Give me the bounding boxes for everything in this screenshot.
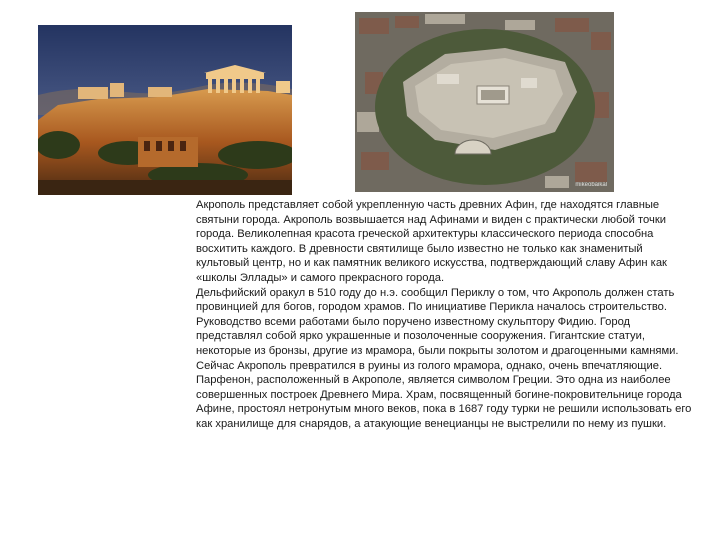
acropolis-aerial-photo — [355, 12, 614, 192]
paragraph-1: Акрополь представляет собой укрепленную часть древних Афин, где находятся главные святыни города. Акрополь возвышается над Афинами и виден с практически любой точки города. Великолепная красота греческой архитектуры классического периода способна восхитить каждого. В древности святилище было известно не только как знаменитый культовый центр, но и как памятник великого искусства, подтверждающий славу Афин как «школы Эллады» и самого прекрасного города. — [196, 199, 667, 284]
acropolis-sunset-photo — [38, 25, 292, 195]
paragraph-3: Парфенон, расположенный в Акрополе, является символом Греции. Это одна из наиболее совершенных построек Древнего Мира. Храм, посвященный богине-покровительнице города Афине, простоял нетронутым много веков, пока в 1687 году турки не решили использовать его как хранилище для снарядов, а атакующие венецианцы не выстрелили по нему из пушки. — [196, 374, 692, 430]
article-text — [196, 198, 696, 432]
aerial-watermark: mikeobaikal — [575, 182, 607, 188]
paragraph-2: Дельфийский оракул в 510 году до н.э. сообщил Периклу о том, что Акрополь должен стать провинцией для богов, городом храмов. По инициативе Перикла началось строительство. Руководство всеми работами было поручено известному скульптору Фидию. Город представлял собой ярко украшенные и позолоченные сооружения. Гигантские статуи, некоторые из бронзы, другие из мрамора, были покрыты золотом и драгоценными камнями. Сейчас Акрополь превратился в руины из голого мрамора, однако, очень впечатляющие. — [196, 286, 679, 372]
